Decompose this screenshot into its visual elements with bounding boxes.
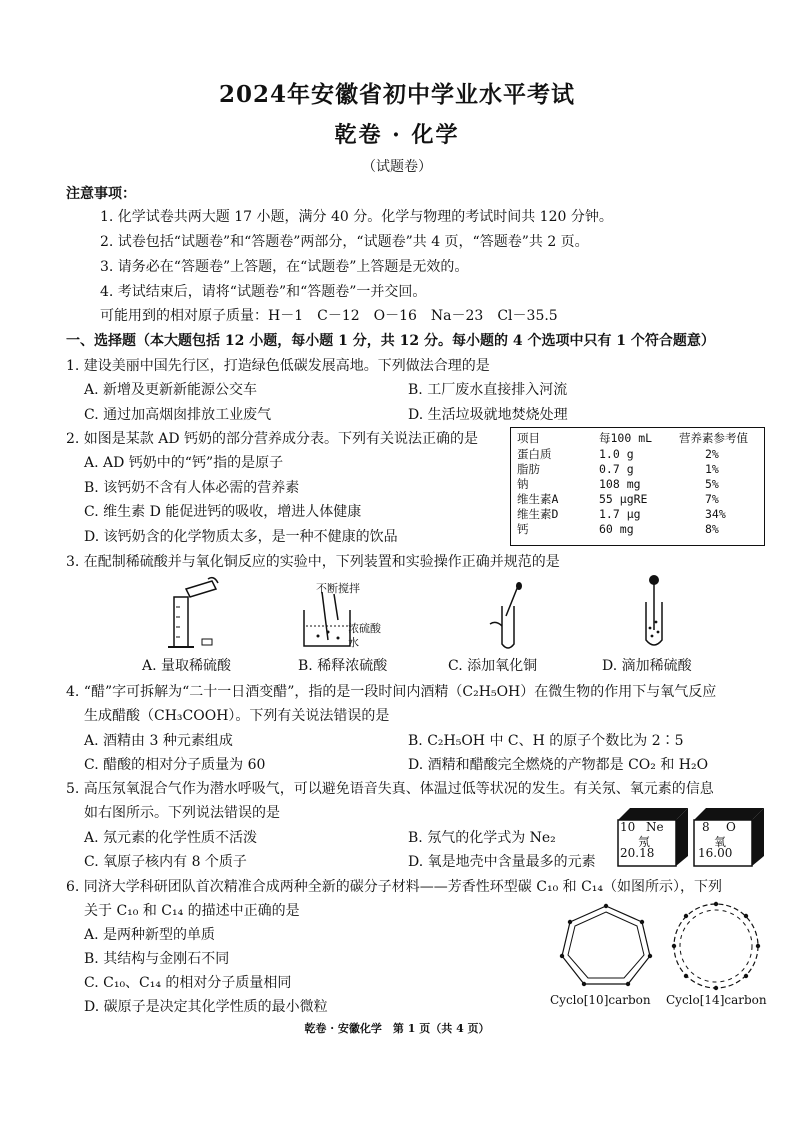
- nutrition-cell: 脂肪: [517, 462, 540, 476]
- q3-option-b: B. 稀释浓硫酸: [298, 658, 388, 674]
- nutrition-header: 营养素参考值: [679, 431, 748, 445]
- nutrition-cell: 55 μgRE: [599, 492, 648, 506]
- nutrition-cell: 2%: [705, 447, 719, 461]
- note-item-3: 3. 请务必在“答题卷”上答题，在“试题卷”上答题是无效的。: [100, 259, 469, 275]
- nutrition-cell: 1%: [705, 462, 719, 476]
- oxygen-number: 8: [702, 820, 710, 834]
- q2-option-a: A. AD 钙奶中的“钙”指的是原子: [84, 455, 284, 471]
- nutrition-table: [510, 427, 765, 546]
- nutrition-cell: 34%: [705, 507, 726, 521]
- acid-label: 浓硫酸: [348, 622, 381, 635]
- nutrition-row: [511, 462, 764, 477]
- neon-number: 10: [620, 820, 636, 834]
- q4-option-d: D. 酒精和醋酸完全燃烧的产物都是 CO₂ 和 H₂O: [408, 757, 709, 773]
- q6-option-a: A. 是两种新型的单质: [84, 927, 216, 943]
- q5-stem-line1: 5. 高压氖氧混合气作为潜水呼吸气，可以避免语音失真、体温过低等状况的发生。有关氖、氧元素的信息: [66, 781, 714, 797]
- q3-option-c: C. 添加氧化铜: [448, 658, 538, 674]
- exam-subtitle: 乾卷 · 化学: [334, 122, 460, 148]
- q1-option-b: B. 工厂废水直接排入河流: [408, 382, 568, 398]
- q5-stem-line2: 如右图所示。下列说法错误的是: [84, 805, 280, 821]
- notes-heading: 注意事项：: [66, 186, 136, 202]
- test-tube-icon: [484, 582, 534, 652]
- q4-option-c: C. 醋酸的相对分子质量为 60: [84, 757, 266, 773]
- q1-option-c: C. 通过加高烟囱排放工业废气: [84, 407, 272, 423]
- nutrition-header: 每100 mL: [599, 431, 653, 445]
- nutrition-header: 项目: [517, 431, 540, 445]
- water-label: 水: [348, 636, 359, 649]
- nutrition-cell: 钠: [517, 477, 529, 491]
- measuring-cylinder-icon: [150, 575, 230, 650]
- nutrition-cell: 钙: [517, 522, 529, 536]
- neon-symbol: Ne: [646, 820, 664, 834]
- neon-name: 氖: [638, 835, 651, 849]
- paper-label: （试题卷）: [362, 159, 432, 175]
- q5-option-b: B. 氖气的化学式为 Ne₂: [408, 830, 556, 846]
- nutrition-row: [511, 477, 764, 492]
- nutrition-row: [511, 507, 764, 522]
- cyclo10-carbon-ring-icon: [556, 900, 656, 992]
- nutrition-cell: 60 mg: [599, 522, 634, 536]
- q6-option-d: D. 碳原子是决定其化学性质的最小微粒: [84, 999, 328, 1015]
- q6-stem-line1: 6. 同济大学科研团队首次精准合成两种全新的碳分子材料——芳香性环型碳 C₁₀ 和 C₁₄（如图所示），下列: [66, 879, 723, 895]
- q6-option-b: B. 其结构与金刚石不同: [84, 951, 230, 967]
- oxygen-name: 氧: [714, 835, 727, 849]
- q1-option-d: D. 生活垃圾就地焚烧处理: [408, 407, 568, 423]
- q3-stem: 3. 在配制稀硫酸并与氧化铜反应的实验中，下列装置和实验操作正确并规范的是: [66, 554, 560, 570]
- nutrition-cell: 0.7 g: [599, 462, 634, 476]
- q2-option-d: D. 该钙奶含的化学物质太多，是一种不健康的饮品: [84, 529, 398, 545]
- atomic-masses: 可能用到的相对原子质量：H－1 C－12 O－16 Na－23 Cl－35.5: [100, 308, 558, 324]
- nutrition-cell: 1.7 μg: [599, 507, 641, 521]
- q2-option-b: B. 该钙奶不含有人体必需的营养素: [84, 480, 300, 496]
- nutrition-cell: 维生素D: [517, 507, 559, 521]
- q6-option-c: C. C₁₀、C₁₄ 的相对分子质量相同: [84, 975, 292, 991]
- oxygen-mass: 16.00: [698, 846, 733, 860]
- nutrition-cell: 8%: [705, 522, 719, 536]
- q6-stem-line2: 关于 C₁₀ 和 C₁₄ 的描述中正确的是: [84, 903, 300, 919]
- q1-option-a: A. 新增及更新新能源公交车: [84, 382, 258, 398]
- nutrition-row: [511, 447, 764, 462]
- page-footer: 乾卷 · 安徽化学 第 1 页（共 4 页）: [304, 1022, 490, 1035]
- oxygen-symbol: O: [726, 820, 736, 834]
- nutrition-cell: 7%: [705, 492, 719, 506]
- note-item-2: 2. 试卷包括“试题卷”和“答题卷”两部分，“试题卷”共 4 页，“答题卷”共 2 页。: [100, 234, 589, 250]
- q4-stem-line1: 4. “醋”字可拆解为“二十一日酒变醋”，指的是一段时间内酒精（C₂H₅OH）在微生物的作用下与氧气反应: [66, 684, 717, 700]
- nutrition-cell: 维生素A: [517, 492, 559, 506]
- nutrition-cell: 108 mg: [599, 477, 641, 491]
- exam-title: 2024年安徽省初中学业水平考试: [218, 81, 575, 108]
- stir-label: 不断搅拌: [316, 582, 360, 595]
- q4-option-a: A. 酒精由 3 种元素组成: [84, 733, 233, 749]
- q5-option-a: A. 氖元素的化学性质不活泼: [84, 830, 258, 846]
- nutrition-cell: 5%: [705, 477, 719, 491]
- nutrition-row: [511, 492, 764, 507]
- q2-option-c: C. 维生素 D 能促进钙的吸收，增进人体健康: [84, 504, 362, 520]
- q1-stem: 1. 建设美丽中国先行区，打造绿色低碳发展高地。下列做法合理的是: [66, 358, 490, 374]
- q4-stem-line2: 生成醋酸（CH₃COOH）。下列有关说法错误的是: [84, 708, 390, 724]
- q3-option-a: A. 量取稀硫酸: [142, 658, 232, 674]
- q5-option-d: D. 氧是地壳中含量最多的元素: [408, 854, 596, 870]
- q2-stem: 2. 如图是某款 AD 钙奶的部分营养成分表。下列有关说法正确的是: [66, 431, 479, 447]
- note-item-1: 1. 化学试卷共两大题 17 小题，满分 40 分。化学与物理的考试时间共 120 分钟。: [100, 209, 613, 225]
- q5-option-c: C. 氧原子核内有 8 个质子: [84, 854, 247, 870]
- nutrition-cell: 蛋白质: [517, 447, 552, 461]
- nutrition-header-row: [511, 431, 764, 446]
- dropper-icon: [636, 572, 686, 652]
- q3-option-d: D. 滴加稀硫酸: [602, 658, 692, 674]
- section-heading: 一、选择题（本大题包括 12 小题，每小题 1 分，共 12 分。每小题的 4 个选项中只有 1 个符合题意）: [66, 333, 715, 349]
- cyclo14-label: Cyclo[14]carbon: [666, 993, 767, 1007]
- nutrition-row: [511, 522, 764, 537]
- cyclo10-label: Cyclo[10]carbon: [550, 993, 651, 1007]
- nutrition-cell: 1.0 g: [599, 447, 634, 461]
- note-item-4: 4. 考试结束后，请将“试题卷”和“答题卷”一并交回。: [100, 284, 427, 300]
- cyclo14-carbon-ring-icon: [664, 898, 768, 992]
- neon-mass: 20.18: [620, 846, 655, 860]
- q4-option-b: B. C₂H₅OH 中 C、H 的原子个数比为 2∶5: [408, 733, 684, 749]
